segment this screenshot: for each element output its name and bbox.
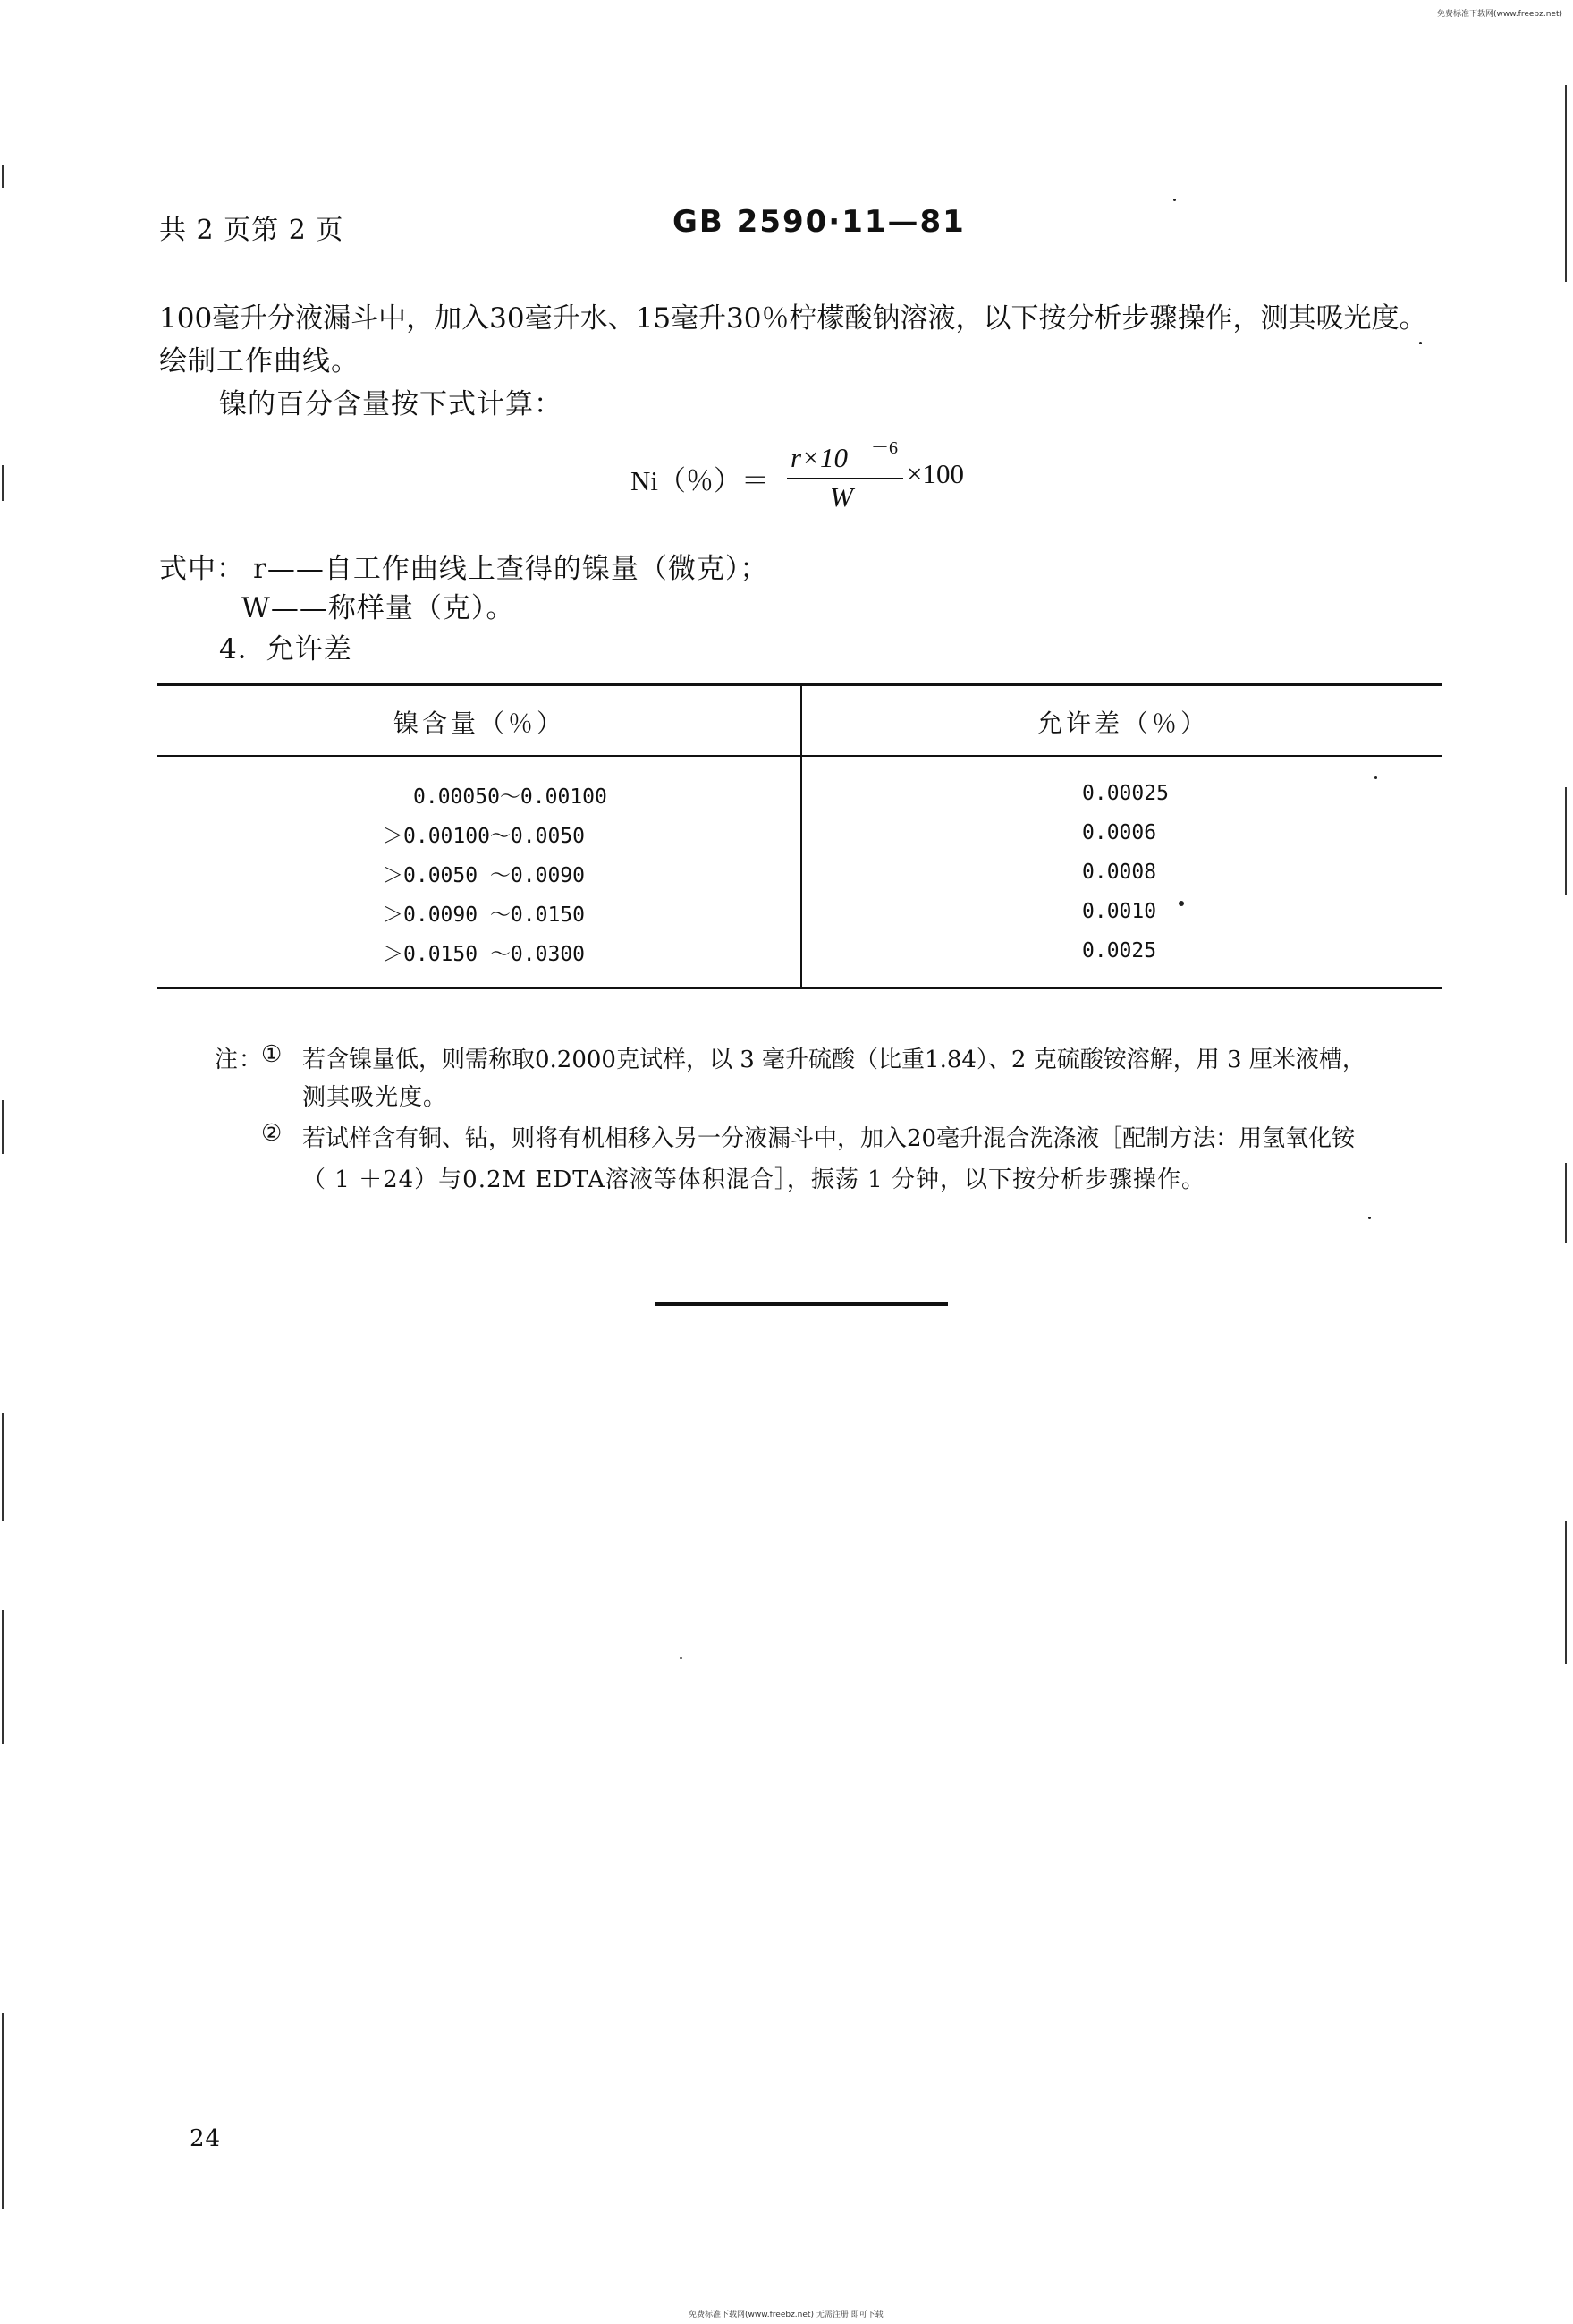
watermark-top: 免费标准下载网(www.freebz.net): [1437, 10, 1562, 19]
scan-mark-right: [1565, 1163, 1567, 1243]
section-heading: 4．允许差: [219, 633, 352, 666]
table-cell-tolerance: 0.0006: [1082, 821, 1157, 844]
scan-speck: [1368, 1217, 1371, 1219]
note-2-line: （ 1 ＋24）与0.2M EDTA溶液等体积混合］，振荡 1 分钟，以下按分析步骤操作。: [302, 1166, 1205, 1193]
scan-mark-right: [1565, 1521, 1567, 1664]
note-2-line: 若试样含有铜、钴，则将有机相移入另一分液漏斗中，加入20毫升混合洗涤液［配制方法：用氢氧化铵: [302, 1125, 1356, 1152]
table-header-rule: [157, 755, 1442, 757]
table-cell-range: ＞0.0090 ～0.0150: [383, 903, 586, 927]
formula-exponent: －6: [871, 438, 898, 458]
note-1-line: 若含镍量低，则需称取0.2000克试样，以 3 毫升硫酸（比重1.84）、2 克硫酸铵溶解，用 3 厘米液槽，: [302, 1047, 1366, 1073]
table-cell-range: ＞0.0050 ～0.0090: [383, 864, 586, 887]
table-cell-tolerance: 0.00025: [1082, 782, 1169, 805]
notes-label: 注：: [215, 1047, 264, 1073]
calc-intro: 镍的百分含量按下式计算：: [219, 388, 562, 420]
table-cell-tolerance: 0.0010: [1082, 900, 1157, 923]
scan-speck: [1179, 901, 1184, 906]
formula-denominator: W: [830, 481, 853, 513]
column-header-tolerance: 允许差（％）: [1037, 708, 1210, 738]
definition-w: W——称样量（克）。: [241, 592, 515, 624]
page-number: 24: [190, 2125, 222, 2152]
watermark-bottom: 免费标准下载网(www.freebz.net) 无需注册 即可下载: [689, 2311, 884, 2320]
table-cell-range: ＞0.0150 ～0.0300: [383, 943, 586, 966]
scan-mark-right: [1565, 787, 1567, 895]
table-cell-range: ＞0.00100～0.0050: [383, 825, 586, 848]
note-2-marker: ②: [261, 1120, 283, 1147]
column-header-nickel-content: 镍含量（％）: [393, 708, 566, 738]
fraction-bar: [787, 478, 903, 479]
scan-speck: [1374, 776, 1377, 779]
scan-mark-left: [2, 1100, 4, 1154]
paragraph-line: 绘制工作曲线。: [159, 345, 359, 377]
scan-mark-left: [2, 465, 4, 501]
note-1-line: 测其吸光度。: [302, 1084, 448, 1111]
table-cell-tolerance: 0.0008: [1082, 861, 1157, 884]
end-rule: [655, 1302, 948, 1306]
table-cell-tolerance: 0.0025: [1082, 939, 1157, 963]
scan-mark-left: [2, 1413, 4, 1521]
formula-lhs: Ni（％）＝: [630, 465, 769, 496]
scan-mark-left: [2, 2013, 4, 2209]
standard-number: GB 2590·11—81: [672, 204, 966, 240]
definition-r: r——自工作曲线上查得的镍量（微克）；: [253, 553, 769, 585]
scan-speck: [680, 1657, 682, 1659]
formula-rhs: ×100: [907, 458, 964, 489]
where-label: 式中：: [159, 553, 245, 585]
paragraph-line: 100毫升分液漏斗中，加入30毫升水、15毫升30％柠檬酸钠溶液，以下按分析步骤操作，测其吸光度。: [159, 302, 1427, 335]
page-info: 共 2 页第 2 页: [159, 215, 344, 246]
scan-speck: [1419, 342, 1422, 344]
note-1-marker: ①: [261, 1041, 283, 1068]
table-bottom-rule: [157, 987, 1442, 989]
scan-mark-right: [1565, 85, 1567, 282]
formula-numerator: r×10: [791, 442, 848, 473]
scan-mark-left: [2, 1610, 4, 1744]
table-column-divider: [800, 683, 802, 989]
table-top-rule: [157, 683, 1442, 686]
scan-speck: [1173, 199, 1176, 201]
table-cell-range: 0.00050～0.00100: [413, 785, 607, 809]
scan-mark-left: [2, 165, 4, 188]
